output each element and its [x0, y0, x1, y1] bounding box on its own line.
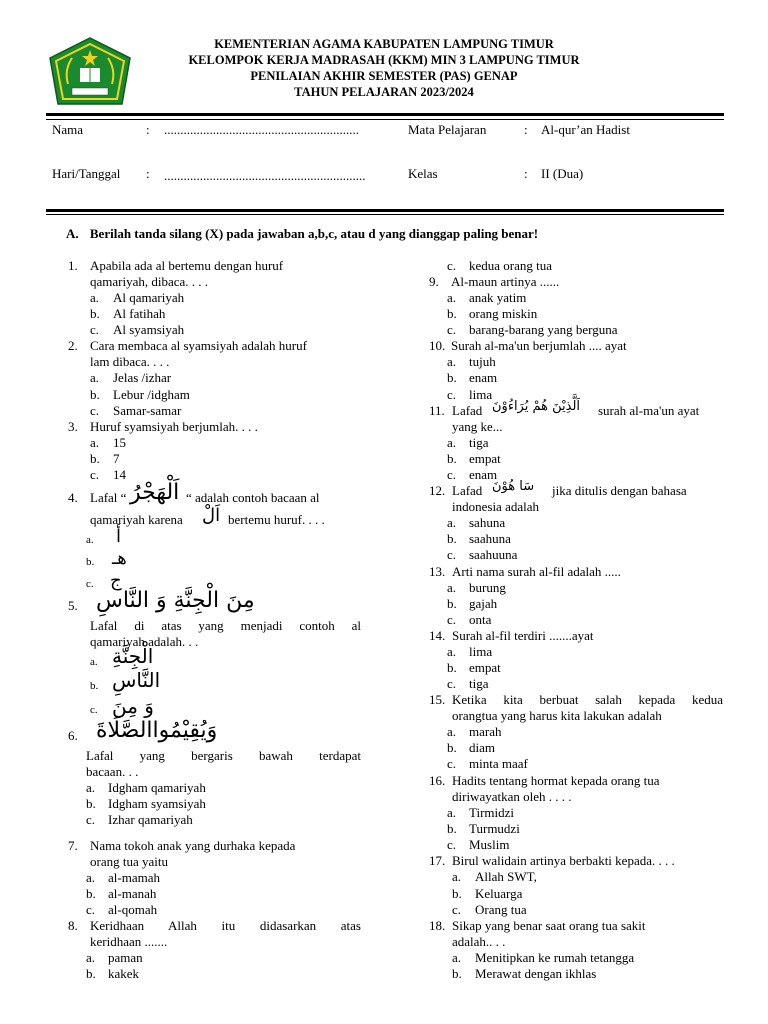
option-letter: c. — [447, 387, 457, 402]
question-number: 9. — [429, 274, 439, 289]
option-letter: a. — [86, 870, 96, 885]
option-letter: c. — [86, 578, 94, 590]
question-number: 2. — [68, 338, 78, 353]
question-number: 11. — [429, 403, 445, 418]
question-number: 8. — [68, 918, 78, 933]
option-b[interactable]: empat — [469, 660, 501, 675]
header-line-4: TAHUN PELAJARAN 2023/2024 — [294, 85, 474, 99]
question-number: 15. — [429, 692, 446, 707]
option-letter: b. — [447, 306, 457, 321]
question-number: 1. — [68, 258, 78, 273]
option-c[interactable]: Samar-samar — [113, 403, 182, 418]
option-letter: c. — [447, 756, 457, 771]
question-text: bertemu huruf. . . . — [228, 512, 325, 527]
question-number: 14. — [429, 628, 446, 643]
option-b[interactable]: al-manah — [108, 886, 157, 901]
question-text: Ketika kita berbuat salah kepada kedua — [452, 692, 723, 707]
option-c[interactable]: 14 — [113, 467, 126, 482]
option-a[interactable]: الْجِنَّةِ — [112, 644, 154, 668]
mapel-value: Al-qur’an Hadist — [541, 122, 630, 137]
question-text: Lafal di atas yang menjadi contoh al — [90, 618, 361, 633]
question-text-pre: Lafad — [452, 483, 483, 498]
colon: : — [146, 122, 150, 137]
arabic-text: اَلَّذِيْنَ هُمْ يُرَاءُوْنَ — [492, 399, 581, 414]
option-letter: c. — [447, 612, 457, 627]
option-letter: b. — [452, 966, 462, 981]
question-text: Birul walidain artinya berbakti kepada. . . . — [452, 853, 675, 868]
option-c[interactable]: tiga — [469, 676, 489, 691]
question-text: Surah al-fil terdiri .......ayat — [452, 628, 594, 643]
option-c[interactable]: Orang tua — [475, 902, 527, 917]
option-b[interactable]: Turmudzi — [469, 821, 520, 836]
option-b[interactable]: Merawat dengan ikhlas — [475, 966, 597, 981]
question-text: bacaan. . . — [86, 764, 139, 779]
option-c[interactable]: enam — [469, 467, 498, 482]
option-letter: b. — [447, 451, 457, 466]
option-a[interactable]: Idgham qamariyah — [108, 780, 206, 795]
question-number: 6. — [68, 728, 78, 743]
arabic-text: اَلْهَجْرُ — [130, 480, 180, 505]
option-a[interactable]: Al qamariyah — [113, 290, 185, 305]
option-c[interactable]: Al syamsiyah — [113, 322, 185, 337]
arabic-text: مِنَ الْجِنَّةِ وَ النَّاسِ — [96, 588, 255, 613]
question-text: qamariyah karena — [90, 512, 183, 527]
option-letter: c. — [90, 322, 100, 337]
option-letter: b. — [447, 531, 457, 546]
option-b[interactable]: enam — [469, 370, 498, 385]
hari-input[interactable]: .............................................................. — [164, 168, 366, 183]
option-a[interactable]: paman — [108, 950, 143, 965]
colon: : — [524, 122, 528, 137]
option-b[interactable]: diam — [469, 740, 495, 755]
option-letter: a. — [452, 869, 462, 884]
option-a[interactable]: lima — [469, 644, 493, 659]
question-text: Keridhaan Allah itu didasarkan atas — [90, 918, 361, 933]
question-text: qamariyah, dibaca. . . . — [90, 274, 209, 289]
option-letter: b. — [86, 796, 96, 811]
option-b[interactable]: gajah — [469, 596, 498, 611]
header-line-1: KEMENTERIAN AGAMA KABUPATEN LAMPUNG TIMUR — [214, 37, 554, 51]
option-letter: c. — [447, 837, 457, 852]
option-letter: a. — [90, 656, 98, 668]
question-text-pre: Lafad — [452, 403, 483, 418]
option-letter: a. — [447, 724, 457, 739]
header-line-3: PENILAIAN AKHIR SEMESTER (PAS) GENAP — [250, 69, 518, 83]
arabic-text: اَلْ — [202, 505, 221, 526]
question-text: Surah al-ma'un berjumlah .... ayat — [451, 338, 627, 353]
option-letter: c. — [447, 467, 457, 482]
question-number: 4. — [68, 490, 78, 505]
question-text-post: “ adalah contoh bacaan al — [186, 490, 320, 505]
option-c[interactable]: minta maaf — [469, 756, 528, 771]
option-letter: b. — [447, 660, 457, 675]
question-number: 13. — [429, 564, 446, 579]
option-letter: a. — [86, 950, 96, 965]
question-text: qamariyah adalah. . . — [90, 634, 199, 649]
option-letter: c. — [447, 258, 457, 273]
section-instruction: Berilah tanda silang (X) pada jawaban a,b,c, atau d yang dianggap paling benar! — [89, 226, 539, 241]
option-a[interactable]: Jelas /izhar — [113, 370, 172, 385]
option-b[interactable]: saahuna — [469, 531, 511, 546]
question-text: diriwayatkan oleh . . . . — [452, 789, 572, 804]
option-letter: b. — [86, 966, 96, 981]
question-number: 16. — [429, 773, 446, 788]
option-b[interactable]: Al fatihah — [113, 306, 166, 321]
question-text-post: surah al-ma'un ayat — [598, 403, 700, 418]
option-a[interactable]: 15 — [113, 435, 126, 450]
option-a[interactable]: marah — [469, 724, 502, 739]
kelas-value: II (Dua) — [541, 166, 584, 181]
question-text: adalah.. . . — [452, 934, 506, 949]
option-b[interactable]: Lebur /idgham — [113, 387, 190, 402]
option-letter: a. — [447, 644, 457, 659]
option-letter: b. — [90, 387, 100, 402]
question-number: 18. — [429, 918, 446, 933]
question-text-pre: Lafal “ — [90, 490, 127, 505]
option-letter: b. — [447, 821, 457, 836]
option-c[interactable]: وَ مِنَ — [112, 694, 154, 718]
option-letter: c. — [447, 547, 457, 562]
option-b[interactable]: النَّاسِ — [112, 668, 161, 692]
question-text: orangtua yang harus kita lakukan adalah — [452, 708, 662, 723]
option-b[interactable]: 7 — [113, 451, 120, 466]
option-a[interactable]: tiga — [469, 435, 489, 450]
option-letter: a. — [447, 435, 457, 450]
option-b[interactable]: kakek — [108, 966, 140, 981]
option-a[interactable]: أ — [116, 526, 122, 547]
option-c[interactable]: Izhar qamariyah — [108, 812, 193, 827]
option-b[interactable]: هـ — [112, 548, 127, 569]
kelas-label: Kelas — [408, 166, 438, 181]
colon: : — [146, 166, 150, 181]
question-text: Nama tokoh anak yang durhaka kepada — [90, 838, 296, 853]
option-a[interactable]: Tirmidzi — [469, 805, 515, 820]
option-letter: a. — [90, 370, 100, 385]
option-b[interactable]: Keluarga — [475, 886, 523, 901]
option-letter: c. — [90, 704, 98, 716]
option-letter: c. — [90, 403, 100, 418]
option-letter: c. — [90, 467, 100, 482]
colon: : — [524, 166, 528, 181]
option-c[interactable]: saahuuna — [469, 547, 518, 562]
option-b[interactable]: orang miskin — [469, 306, 538, 321]
option-letter: b. — [90, 306, 100, 321]
option-letter: b. — [86, 556, 95, 568]
option-letter: a. — [447, 515, 457, 530]
option-c[interactable]: Muslim — [469, 837, 510, 852]
option-letter: a. — [86, 780, 96, 795]
option-letter: b. — [90, 680, 99, 692]
question-number: 7. — [68, 838, 78, 853]
question-number: 17. — [429, 853, 446, 868]
option-b[interactable]: empat — [469, 451, 501, 466]
option-c[interactable]: kedua orang tua — [469, 258, 553, 273]
option-a[interactable]: tujuh — [469, 354, 496, 369]
question-text: lam dibaca. . . . — [90, 354, 170, 369]
option-letter: b. — [447, 740, 457, 755]
question-text: indonesia adalah — [452, 499, 539, 514]
mapel-label: Mata Pelajaran — [408, 122, 487, 137]
question-text: Huruf syamsiyah berjumlah. . . . — [90, 419, 258, 434]
option-letter: c. — [452, 902, 462, 917]
question-text: Cara membaca al syamsiyah adalah huruf — [90, 338, 307, 353]
option-letter: a. — [90, 435, 100, 450]
question-number: 10. — [429, 338, 446, 353]
question-text: Al-maun artinya ...... — [451, 274, 560, 289]
option-letter: b. — [90, 451, 100, 466]
option-a[interactable]: sahuna — [469, 515, 506, 530]
question-text: Arti nama surah al-fil adalah ..... — [452, 564, 621, 579]
option-letter: c. — [86, 902, 96, 917]
question-text-post: jika ditulis dengan bahasa — [552, 483, 687, 498]
option-a[interactable]: anak yatim — [469, 290, 527, 305]
option-a[interactable]: Allah SWT, — [475, 869, 537, 884]
option-letter: a. — [447, 805, 457, 820]
arabic-text: سَا هُوْنَ — [492, 479, 535, 494]
question-text: keridhaan ....... — [90, 934, 168, 949]
option-letter: b. — [452, 886, 462, 901]
option-letter: a. — [452, 950, 462, 965]
question-text: Sikap yang benar saat orang tua sakit — [452, 918, 646, 933]
question-text: orang tua yaitu — [90, 854, 168, 869]
option-letter: a. — [90, 290, 100, 305]
section-letter: A. — [66, 226, 79, 241]
nama-input[interactable]: ............................................................ — [164, 122, 359, 137]
nama-label: Nama — [52, 122, 84, 137]
option-a[interactable]: Menitipkan ke rumah tetangga — [475, 950, 635, 965]
option-letter: b. — [447, 596, 457, 611]
option-a[interactable]: burung — [469, 580, 506, 595]
question-text: yang ke... — [452, 419, 503, 434]
question-text: Hadits tentang hormat kepada orang tua — [452, 773, 660, 788]
option-letter: a. — [447, 354, 457, 369]
option-c[interactable]: lima — [469, 387, 493, 402]
option-a[interactable]: al-mamah — [108, 870, 160, 885]
arabic-text: وَيُقِيْمُواالصَّلَاةَ — [96, 718, 218, 743]
question-text: Apabila ada al bertemu dengan huruf — [90, 258, 284, 273]
question-number: 5. — [68, 598, 78, 613]
header-line-2: KELOMPOK KERJA MADRASAH (KKM) MIN 3 LAMPUNG TIMUR — [188, 53, 580, 67]
option-b[interactable]: Idgham syamsiyah — [108, 796, 206, 811]
option-letter: a. — [447, 580, 457, 595]
question-text: Lafal yang bergaris bawah terdapat — [86, 748, 361, 763]
option-letter: b. — [86, 886, 96, 901]
option-letter: c. — [86, 812, 96, 827]
question-number: 12. — [429, 483, 446, 498]
option-letter: a. — [86, 534, 94, 546]
option-letter: c. — [447, 322, 457, 337]
option-letter: c. — [447, 676, 457, 691]
option-letter: a. — [447, 290, 457, 305]
option-letter: b. — [447, 370, 457, 385]
option-c[interactable]: ج — [110, 570, 122, 591]
hari-label: Hari/Tanggal — [52, 166, 121, 181]
option-c[interactable]: onta — [469, 612, 492, 627]
question-number: 3. — [68, 419, 78, 434]
option-c[interactable]: al-qomah — [108, 902, 158, 917]
option-c[interactable]: barang-barang yang berguna — [469, 322, 618, 337]
